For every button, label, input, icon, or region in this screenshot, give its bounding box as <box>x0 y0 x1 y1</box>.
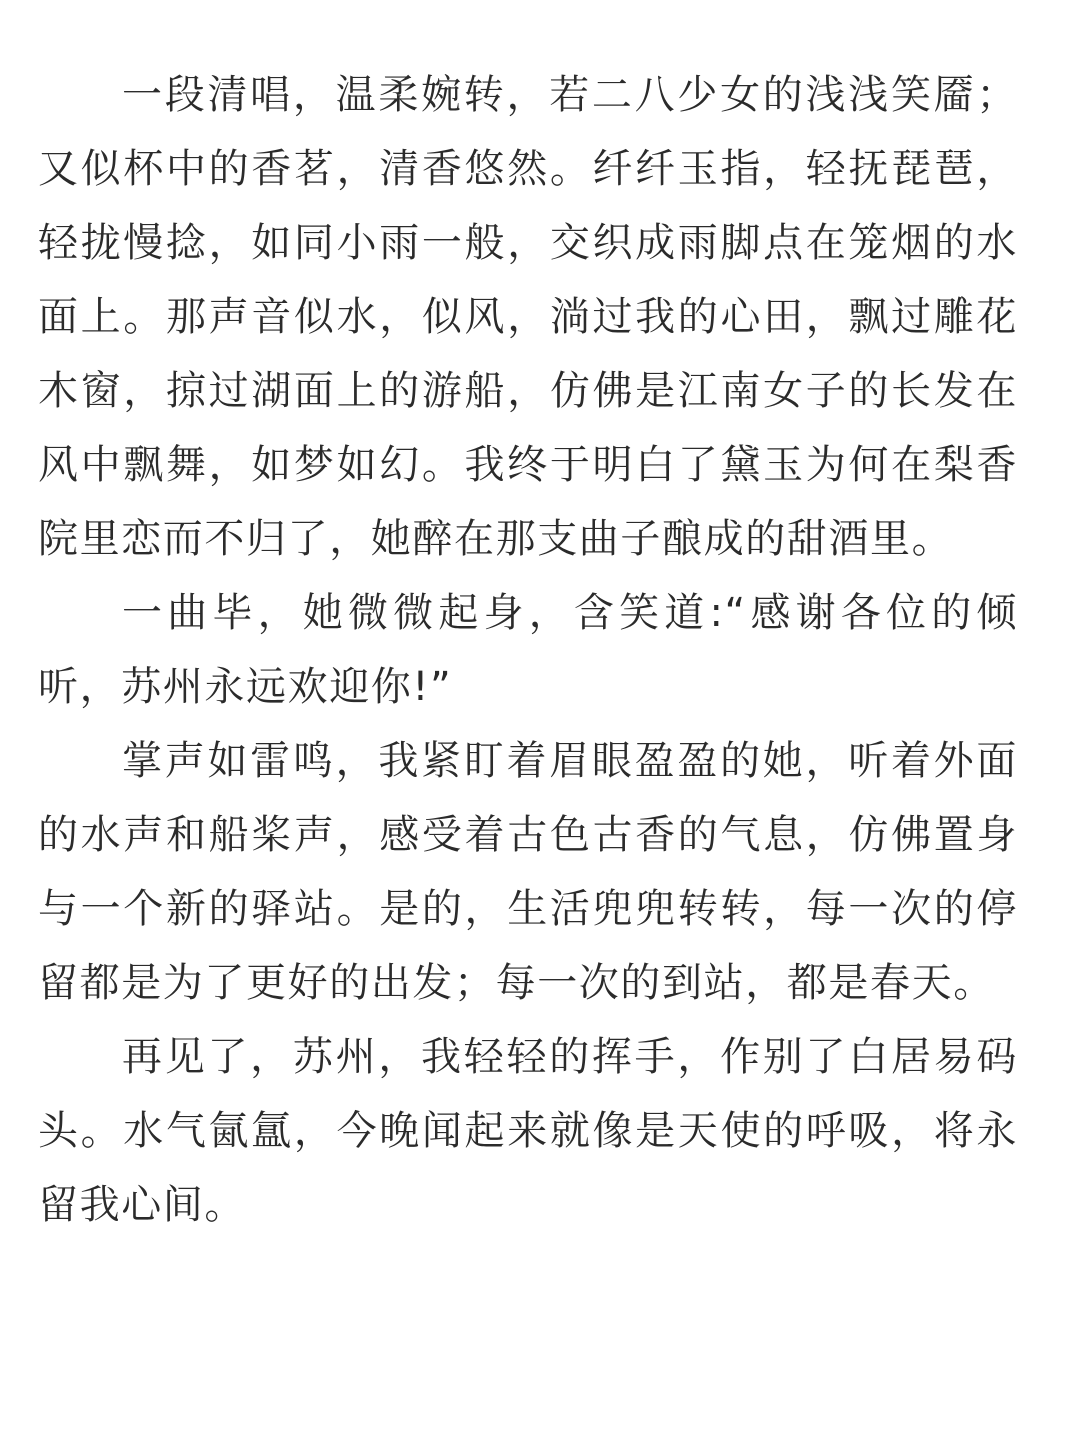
essay-text <box>38 58 1018 1242</box>
paragraph-2: 一曲毕，她微微起身，含笑道:“感谢各位的倾听，苏州永远欢迎你!” <box>38 590 1018 710</box>
paragraph-3: 掌声如雷鸣，我紧盯着眉眼盈盈的她，听着外面的水声和船桨声，感受着古色古香的气息，仿佛置身与一个新的驿站。是的，生活兜兜转转，每一次的停留都是为了更好的出发；每一次的到站，都是春天。 <box>38 738 1018 1006</box>
paragraph-4: 再见了，苏州，我轻轻的挥手，作别了白居易码头。水气氤氲，今晚闻起来就像是天使的呼吸，将永留我心间。 <box>38 1034 1018 1228</box>
paragraph-1: 一段清唱，温柔婉转，若二八少女的浅浅笑靥；又似杯中的香茗，清香悠然。纤纤玉指，轻抚琵琶，轻拢慢捻，如同小雨一般，交织成雨脚点在笼烟的水面上。那声音似水，似风，淌过我的心田，飘过雕花木窗，掠过湖面上的游船，仿佛是江南女子的长发在风中飘舞，如梦如幻。我终于明白了黛玉为何在梨香院里恋而不归了，她醉在那支曲子酿成的甜酒里。 <box>38 72 1018 562</box>
